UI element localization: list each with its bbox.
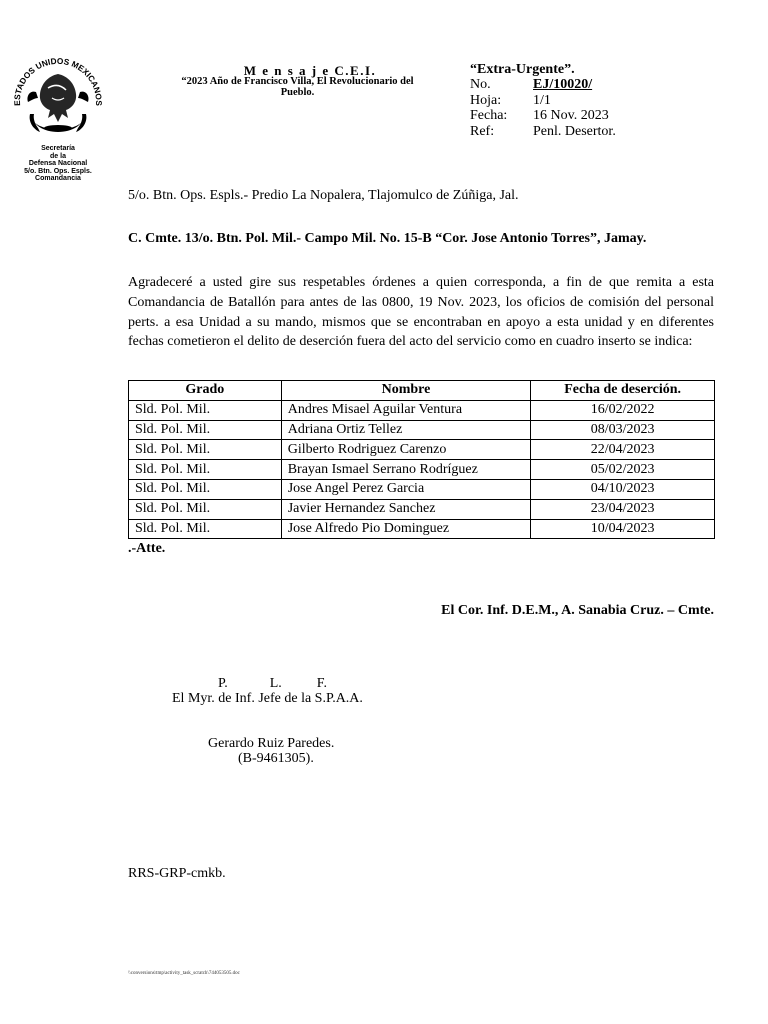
year-motto: “2023 Año de Francisco Villa, El Revolucionario del Pueblo. [181, 76, 414, 98]
column-header-name: Nombre [281, 381, 531, 401]
seal-caption-line: Defensa Nacional [28, 160, 88, 167]
table-row [129, 499, 715, 519]
table-row [129, 479, 715, 499]
seal-caption-line: Secretaría [41, 145, 75, 152]
name-cell: Adriana Ortiz Tellez [281, 420, 531, 440]
officer-id: (B-9461305). [238, 751, 314, 766]
date-cell: 10/04/2023 [531, 519, 715, 539]
date-cell: 08/03/2023 [531, 420, 715, 440]
reference-value: Penl. Desertor. [533, 123, 616, 139]
rank-cell: Sld. Pol. Mil. [129, 499, 282, 519]
name-cell: Javier Hernandez Sanchez [281, 499, 531, 519]
name-cell: Gilberto Rodriguez Carenzo [281, 440, 531, 460]
document-metadata [470, 77, 616, 139]
table-row [129, 420, 715, 440]
mexican-coat-of-arms-seal [8, 52, 108, 152]
meta-row-number [470, 77, 616, 93]
rank-cell: Sld. Pol. Mil. [129, 420, 282, 440]
date-cell: 05/02/2023 [531, 460, 715, 480]
date-cell: 23/04/2023 [531, 499, 715, 519]
meta-row-date [470, 108, 616, 124]
rank-cell: Sld. Pol. Mil. [129, 440, 282, 460]
meta-row-sheet [470, 93, 616, 109]
seal-caption-line: 5/o. Btn. Ops. Espls. [24, 167, 92, 175]
rank-cell: Sld. Pol. Mil. [129, 519, 282, 539]
name-cell: Andres Misael Aguilar Ventura [281, 400, 531, 420]
deserters-table [128, 380, 715, 539]
table-row [129, 460, 715, 480]
plf-mark: P. L. F. [218, 676, 327, 691]
table-header-row [129, 381, 715, 401]
column-header-date: Fecha de deserción. [531, 381, 715, 401]
meta-key: Ref: [470, 123, 495, 139]
name-cell: Brayan Ismael Serrano Rodríguez [281, 460, 531, 480]
signer-commander: El Cor. Inf. D.E.M., A. Sanabia Cruz. – Cmte. [441, 603, 714, 618]
name-cell: Jose Alfredo Pio Dominguez [281, 519, 531, 539]
date-cell: 22/04/2023 [531, 440, 715, 460]
meta-key: Fecha: [470, 108, 508, 123]
seal-caption-line: de la [50, 152, 66, 160]
file-path-footer: \\conversions\tmp\activity_task_scratch\744053505.doc [128, 971, 240, 976]
table-row [129, 400, 715, 420]
officer-name: Gerardo Ruiz Paredes. [208, 736, 335, 751]
body-paragraph: Agradeceré a usted gire sus respetables órdenes a quien corresponda, a fin de que remita a esta Comandancia de Batallón para antes de las 0800, 19 Nov. 2023, los oficios de comisión del personal perts. a esa Unidad a su mando, mismos que se encontraban en apoyo a esta unidad y en diferentes fechas cometieron el delito de deserción fuera del acto del servicio como en cuadro inserto se indica: [128, 275, 714, 350]
sheet-value: 1/1 [533, 92, 551, 108]
meta-row-ref [470, 124, 616, 140]
rank-cell: Sld. Pol. Mil. [129, 400, 282, 420]
meta-key: No. [470, 77, 491, 92]
reference-initials: RRS-GRP-cmkb. [128, 866, 226, 881]
seal-caption [6, 145, 110, 183]
closing-atte: .-Atte. [128, 541, 166, 556]
table-row [129, 519, 715, 539]
meta-key: Hoja: [470, 92, 502, 108]
seal-caption-line: Comandancia [35, 175, 81, 182]
urgency-label: “Extra-Urgente”. [470, 62, 575, 77]
rank-cell: Sld. Pol. Mil. [129, 460, 282, 480]
column-header-rank: Grado [129, 381, 282, 401]
document-number: EJ/10020/ [533, 77, 593, 92]
date-cell: 16/02/2022 [531, 400, 715, 420]
recipient-line: C. Cmte. 13/o. Btn. Pol. Mil.- Campo Mil. No. 15-B “Cor. Jose Antonio Torres”, Jamay. [128, 231, 647, 246]
date-value: 16 Nov. 2023 [533, 108, 609, 123]
date-cell: 04/10/2023 [531, 479, 715, 499]
rank-cell: Sld. Pol. Mil. [129, 479, 282, 499]
sender-line: 5/o. Btn. Ops. Espls.- Predio La Nopalera, Tlajomulco de Zúñiga, Jal. [128, 188, 519, 203]
table-row [129, 440, 715, 460]
message-title: M e n s a j e C.E.I. [243, 63, 377, 78]
name-cell: Jose Angel Perez Garcia [281, 479, 531, 499]
major-title: El Myr. de Inf. Jefe de la S.P.A.A. [172, 691, 363, 706]
seal-arc-text: ESTADOS UNIDOS MEXICANOS [11, 55, 105, 107]
